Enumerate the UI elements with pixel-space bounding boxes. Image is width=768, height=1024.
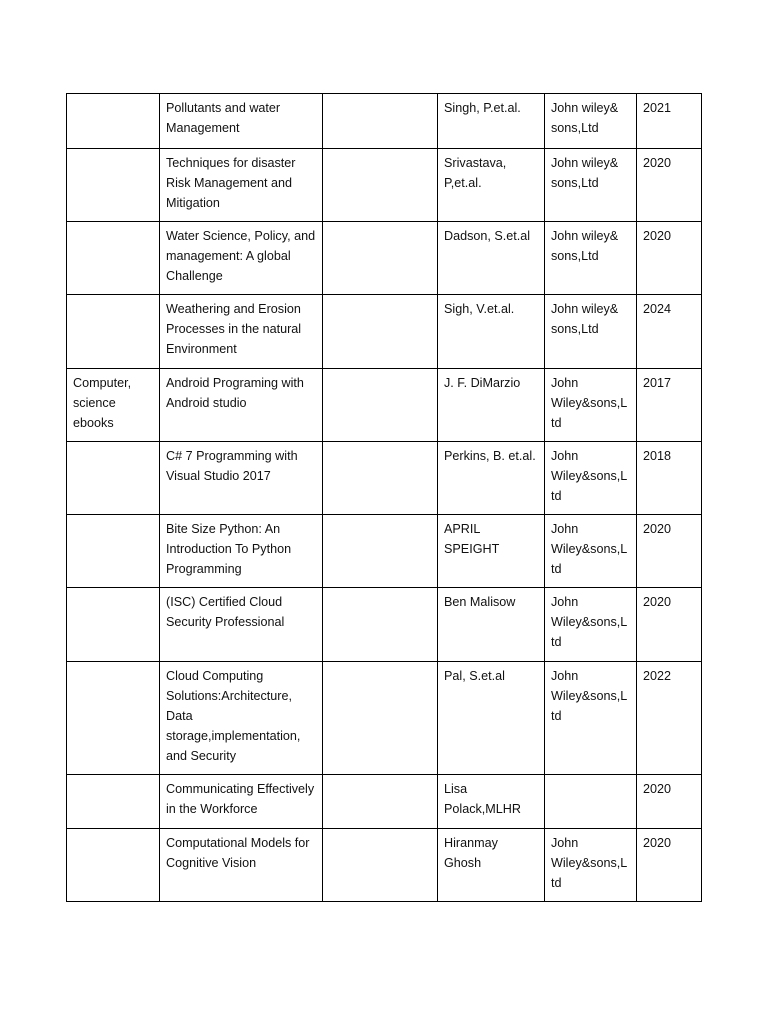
publisher-cell: John wiley& sons,Ltd	[545, 222, 637, 295]
author-cell: Sigh, V.et.al.	[438, 295, 545, 369]
publisher-cell: John Wiley&sons,Ltd	[545, 829, 637, 902]
author-cell: Dadson, S.et.al	[438, 222, 545, 295]
table-row	[67, 775, 702, 829]
title-cell: Communicating Effectively in the Workforce	[160, 775, 323, 829]
title-cell: (ISC) Certified Cloud Security Professional	[160, 588, 323, 662]
year-cell: 2020	[637, 222, 702, 295]
table-row	[67, 442, 702, 515]
category-cell	[67, 775, 160, 829]
table-row	[67, 222, 702, 295]
title-cell: Computational Models for Cognitive Vision	[160, 829, 323, 902]
year-cell: 2020	[637, 515, 702, 588]
book-list-table	[66, 93, 702, 902]
author-cell: Singh, P.et.al.	[438, 94, 545, 149]
title-cell: Pollutants and water Management	[160, 94, 323, 149]
publisher-cell	[545, 775, 637, 829]
blank-cell	[323, 775, 438, 829]
blank-cell	[323, 295, 438, 369]
title-cell: Techniques for disaster Risk Management and Mitigation	[160, 149, 323, 222]
category-cell	[67, 295, 160, 369]
table-row	[67, 369, 702, 442]
table-row	[67, 515, 702, 588]
author-cell: Perkins, B. et.al.	[438, 442, 545, 515]
category-cell	[67, 662, 160, 775]
year-cell: 2020	[637, 829, 702, 902]
category-cell	[67, 588, 160, 662]
category-cell	[67, 149, 160, 222]
title-cell: Cloud Computing Solutions:Architecture, Data storage,implementation, and Security	[160, 662, 323, 775]
table-row	[67, 662, 702, 775]
blank-cell	[323, 442, 438, 515]
blank-cell	[323, 662, 438, 775]
author-cell: Srivastava, P,et.al.	[438, 149, 545, 222]
publisher-cell: John wiley& sons,Ltd	[545, 94, 637, 149]
author-cell: Lisa Polack,MLHR	[438, 775, 545, 829]
table-row	[67, 149, 702, 222]
publisher-cell: John Wiley&sons,Ltd	[545, 662, 637, 775]
author-cell: Hiranmay Ghosh	[438, 829, 545, 902]
year-cell: 2020	[637, 149, 702, 222]
title-cell: Water Science, Policy, and management: A global Challenge	[160, 222, 323, 295]
year-cell: 2020	[637, 775, 702, 829]
table-row	[67, 829, 702, 902]
author-cell: APRIL SPEIGHT	[438, 515, 545, 588]
publisher-cell: John Wiley&sons,Ltd	[545, 588, 637, 662]
table-row	[67, 295, 702, 369]
category-cell: Computer, science ebooks	[67, 369, 160, 442]
year-cell: 2018	[637, 442, 702, 515]
year-cell: 2024	[637, 295, 702, 369]
year-cell: 2021	[637, 94, 702, 149]
blank-cell	[323, 369, 438, 442]
table-row	[67, 588, 702, 662]
publisher-cell: John Wiley&sons,Ltd	[545, 442, 637, 515]
blank-cell	[323, 588, 438, 662]
publisher-cell: John wiley& sons,Ltd	[545, 149, 637, 222]
publisher-cell: John Wiley&sons,Ltd	[545, 369, 637, 442]
category-cell	[67, 829, 160, 902]
author-cell: Pal, S.et.al	[438, 662, 545, 775]
year-cell: 2020	[637, 588, 702, 662]
table-row	[67, 94, 702, 149]
title-cell: Bite Size Python: An Introduction To Python Programming	[160, 515, 323, 588]
blank-cell	[323, 94, 438, 149]
category-cell	[67, 515, 160, 588]
author-cell: Ben Malisow	[438, 588, 545, 662]
author-cell: J. F. DiMarzio	[438, 369, 545, 442]
publisher-cell: John Wiley&sons,Ltd	[545, 515, 637, 588]
blank-cell	[323, 222, 438, 295]
year-cell: 2017	[637, 369, 702, 442]
year-cell: 2022	[637, 662, 702, 775]
blank-cell	[323, 149, 438, 222]
title-cell: Android Programing with Android studio	[160, 369, 323, 442]
title-cell: C# 7 Programming with Visual Studio 2017	[160, 442, 323, 515]
blank-cell	[323, 829, 438, 902]
category-cell	[67, 442, 160, 515]
title-cell: Weathering and Erosion Processes in the natural Environment	[160, 295, 323, 369]
category-cell	[67, 94, 160, 149]
publisher-cell: John wiley& sons,Ltd	[545, 295, 637, 369]
blank-cell	[323, 515, 438, 588]
category-cell	[67, 222, 160, 295]
